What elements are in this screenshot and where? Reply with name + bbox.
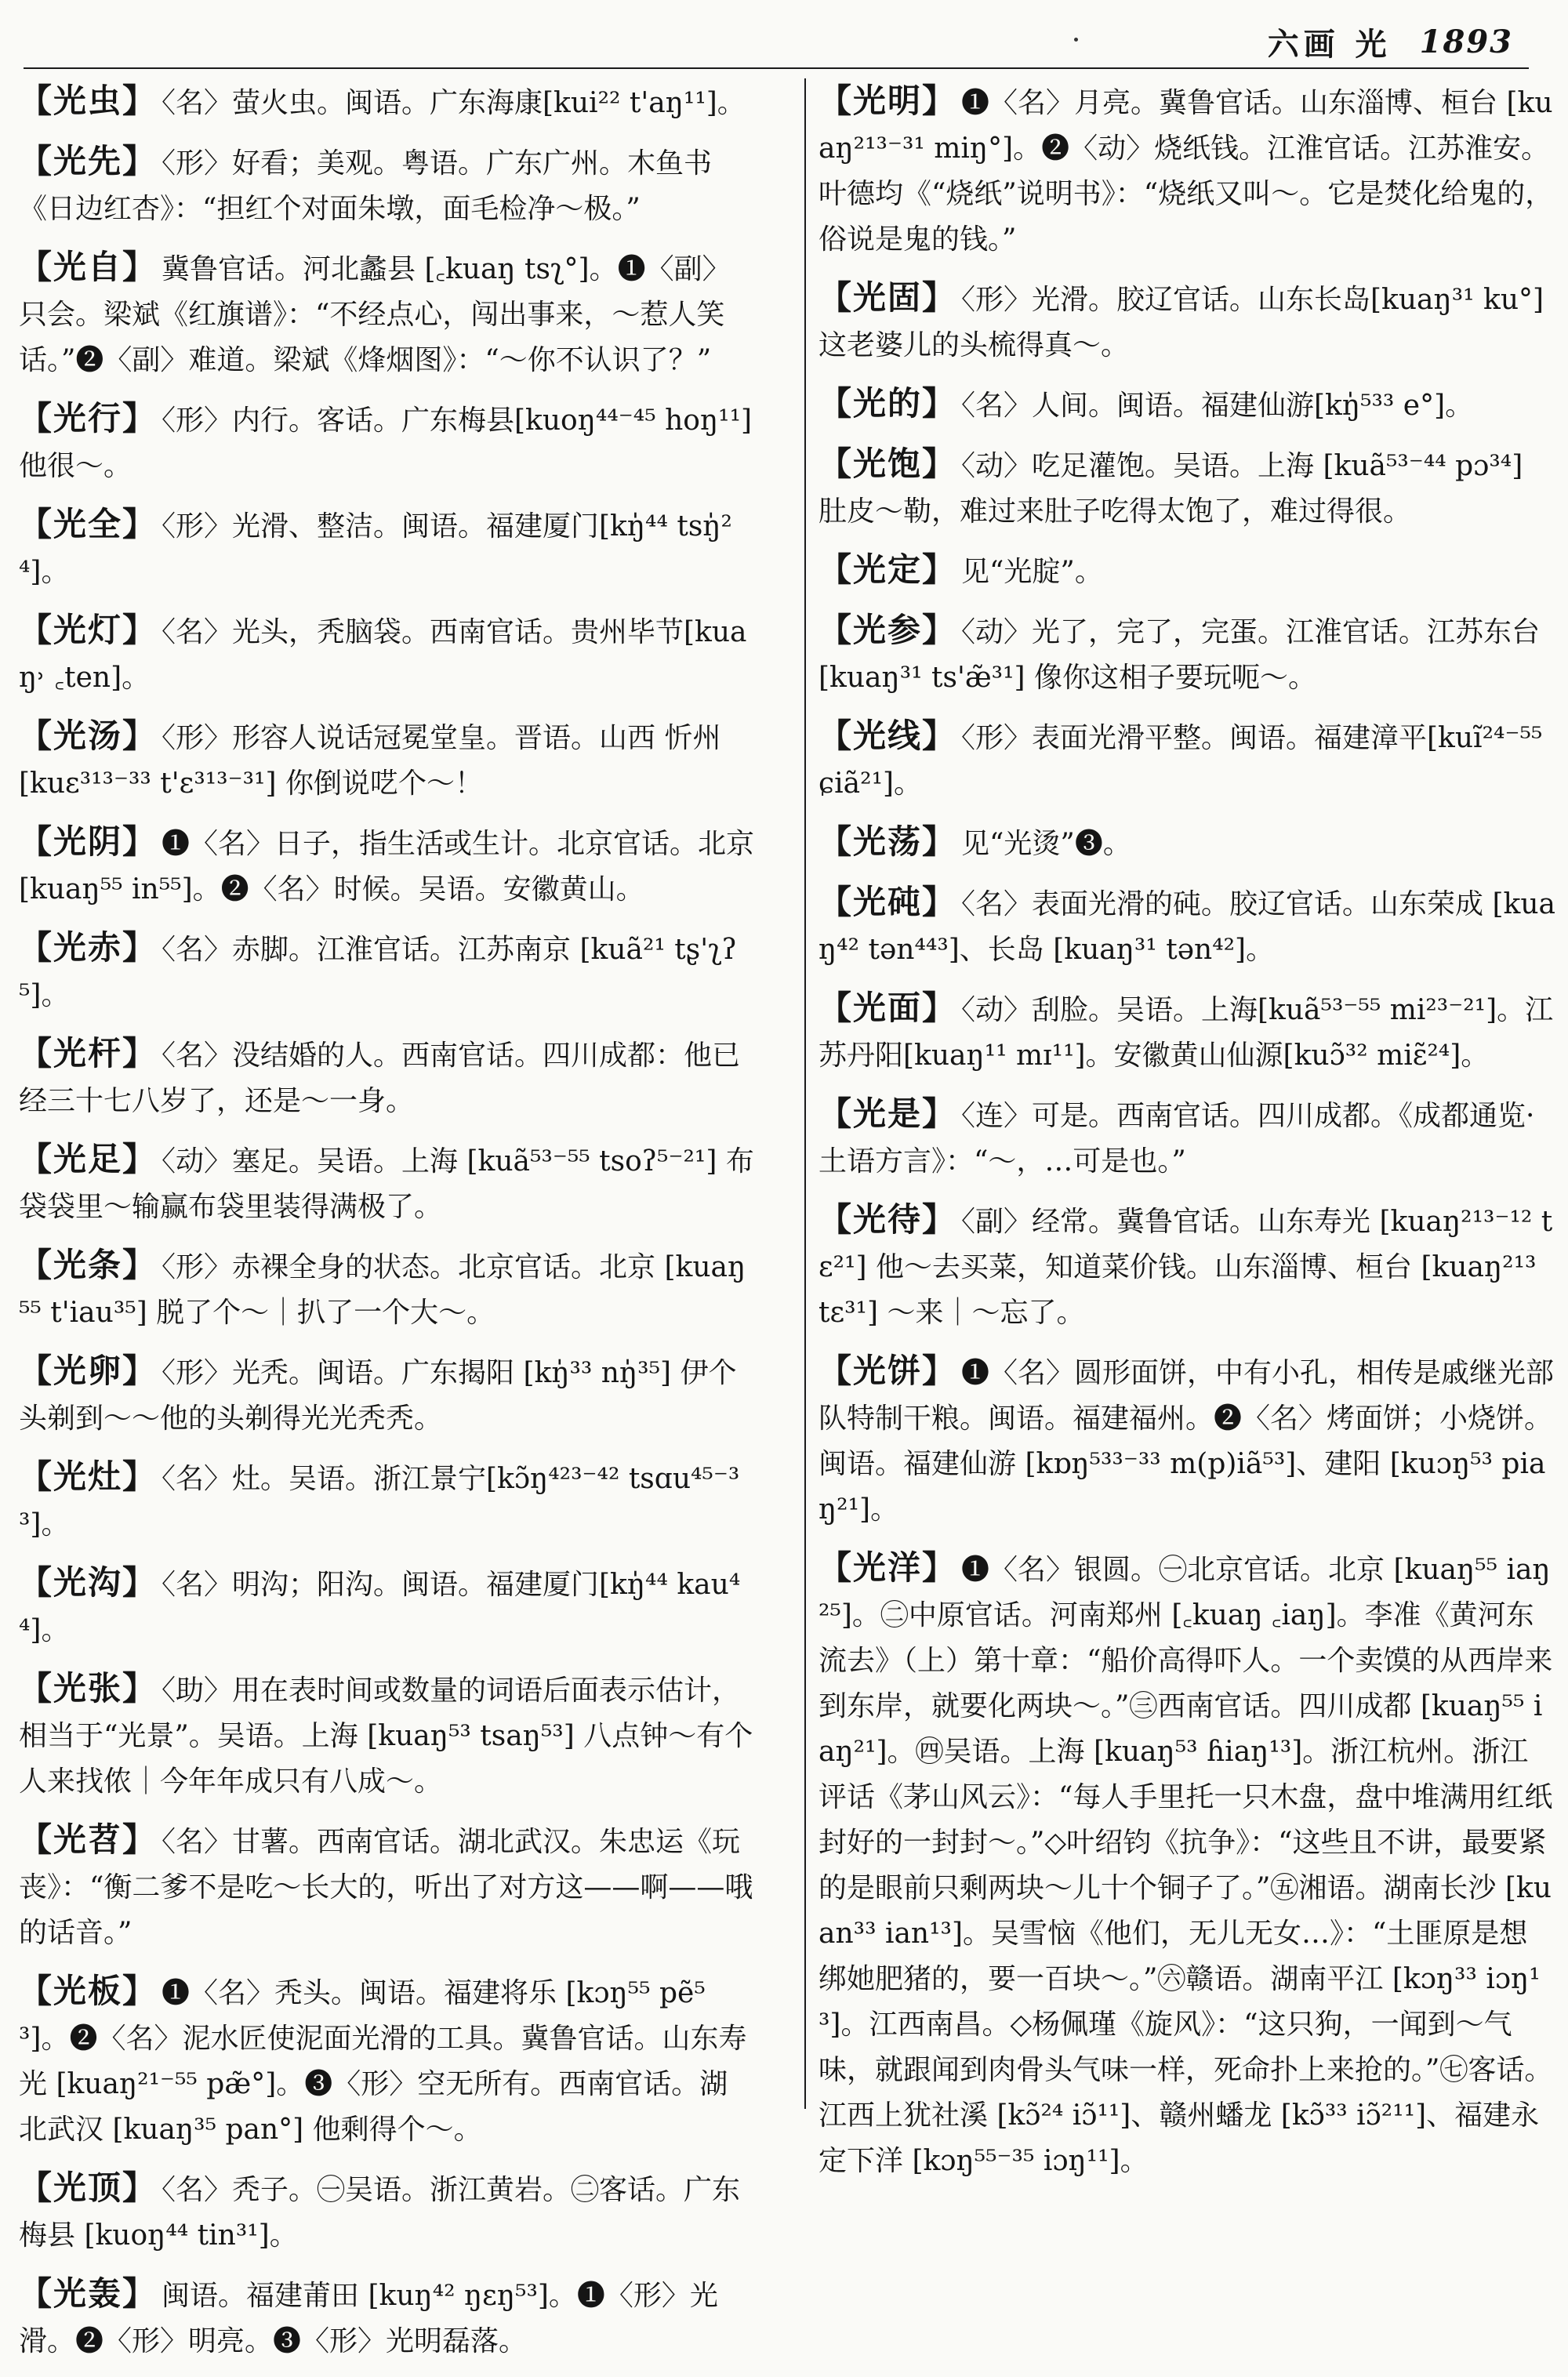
dictionary-entry (19, 78, 756, 126)
dictionary-entry (818, 441, 1555, 535)
dictionary-entry (818, 985, 1555, 1079)
entry-headword: 【光板】 (19, 1972, 158, 2010)
entry-definition: 〈名〉甘薯。西南官话。湖北武汉。朱忠运《玩丧》：“衡二爹不是吃～长大的，听出了对方这——啊——哦的话音。” (19, 1826, 753, 1949)
left-column (19, 78, 756, 2377)
entry-headword: 【光明】 (818, 82, 957, 120)
dictionary-entry (19, 2165, 756, 2259)
dictionary-entry (19, 608, 756, 701)
entry-definition: 见“光烫”❸。 (961, 828, 1131, 860)
entry-headword: 【光全】 (19, 505, 158, 543)
dictionary-entry (19, 245, 756, 383)
right-column (818, 78, 1555, 2197)
dictionary-entry (818, 275, 1555, 368)
page-number: 1893 (1419, 23, 1513, 60)
entry-headword: 【光洋】 (818, 1548, 957, 1587)
dictionary-entry (19, 1666, 756, 1805)
entry-definition: ❶〈名〉秃头。闽语。福建将乐 [kɔŋ⁵⁵ pẽ⁵³]。❷〈名〉泥水匠使泥面光滑的工具。冀鲁官话。山东寿光 [kuaŋ²¹⁻⁵⁵ pæ̃°]。❸〈形〉空无所有。西南官话。湖北武汉 [kuaŋ³⁵ pan°] 他剩得个～。 (19, 1977, 747, 2146)
entry-headword: 【光杆】 (19, 1034, 158, 1072)
entry-headword: 【光荡】 (818, 822, 957, 861)
entry-definition: ❶〈名〉日子，指生活或生计。北京官话。北京 [kuaŋ⁵⁵ in⁵⁵]。❷〈名〉时候。吴语。安徽黄山。 (19, 828, 755, 905)
entry-definition: 冀鲁官话。河北蠡县 [꜀kuaŋ tsʅ°]。❶〈副〉只会。梁斌《红旗谱》：“不经点心，闯出事来，～惹人笑话。”❷〈副〉难道。梁斌《烽烟图》：“～你不认识了？” (19, 253, 731, 376)
dictionary-entry (19, 1969, 756, 2153)
dictionary-entry (19, 1137, 756, 1230)
entry-definition: 〈连〉可是。西南官话。四川成都。《成都通览·土语方言》：“～，…可是也。” (818, 1100, 1535, 1178)
entry-headword: 【光线】 (818, 717, 957, 755)
entry-definition: ❶〈名〉圆形面饼，中有小孔，相传是戚继光部队特制干粮。闽语。福建福州。❷〈名〉烤面饼；小烧饼。闽语。福建仙游 [kɒŋ⁵³³⁻³³ m(p)iã⁵³]、建阳 [kuɔŋ⁵³ piaŋ²¹]。 (818, 1357, 1555, 1526)
dictionary-entry (19, 396, 756, 489)
dictionary-entry (19, 1454, 756, 1548)
running-header (784, 14, 1513, 69)
entry-definition: 〈动〉塞足。吴语。上海 [kuã⁵³⁻⁵⁵ tsoʔ⁵⁻²¹] 布袋袋里～输赢布袋里装得满极了。 (19, 1145, 754, 1223)
entry-headword: 【光汤】 (19, 717, 158, 755)
dictionary-entry (19, 713, 756, 807)
entry-headword: 【光沟】 (19, 1563, 158, 1602)
dictionary-entry (19, 925, 756, 1018)
dictionary-entry (818, 880, 1555, 973)
entry-headword: 【光虫】 (19, 82, 158, 120)
dictionary-entry (818, 819, 1555, 867)
entry-headword: 【光面】 (818, 989, 957, 1027)
entry-headword: 【光定】 (818, 550, 957, 589)
entry-headword: 【光张】 (19, 1669, 158, 1707)
dictionary-entry (818, 608, 1555, 701)
dictionary-entry (19, 819, 756, 913)
entry-definition: 〈形〉内行。客话。广东梅县[kuoŋ⁴⁴⁻⁴⁵ hoŋ¹¹] 他很～。 (19, 405, 753, 482)
header-rule (24, 67, 1529, 69)
dictionary-entry (818, 78, 1555, 263)
entry-headword: 【光饼】 (818, 1352, 957, 1390)
entry-definition: 〈动〉光了，完了，完蛋。江淮官话。江苏东台 [kuaŋ³¹ ts'æ̃³¹] 像你这相子要玩呃～。 (818, 616, 1541, 694)
entry-definition: 〈名〉人间。闽语。福建仙游[kŋ̍⁵³³ e°]。 (961, 390, 1474, 422)
entry-definition: 见“光腚”。 (961, 556, 1103, 588)
entry-headword: 【光固】 (818, 278, 957, 317)
entry-headword: 【光的】 (818, 384, 957, 423)
entry-definition: 〈形〉光滑。胶辽官话。山东长岛[kuaŋ³¹ ku°] 这老婆儿的头梳得真～。 (818, 284, 1544, 361)
dictionary-entry (818, 1348, 1555, 1533)
dictionary-entry (818, 1545, 1555, 2184)
entry-definition: ❶〈名〉月亮。冀鲁官话。山东淄博、桓台 [kuaŋ²¹³⁻³¹ miŋ°]。❷〈动〉烧纸钱。江淮官话。江苏淮安。叶德均《“烧纸”说明书》：“烧纸又叫～。它是焚化给鬼的，俗说是鬼的钱。” (818, 87, 1554, 256)
entry-headword: 【光卵】 (19, 1352, 158, 1390)
dictionary-entry (19, 1817, 756, 1956)
entry-definition: 〈名〉明沟；阳沟。闽语。福建厦门[kŋ̍⁴⁴ kau⁴⁴]。 (19, 1569, 741, 1646)
dictionary-entry (19, 1031, 756, 1124)
section-label: 六画 光 (1267, 25, 1392, 63)
entry-definition: 〈动〉刮脸。吴语。上海[kuã⁵³⁻⁵⁵ mi²³⁻²¹]。江苏丹阳[kuaŋ¹¹ mɪ¹¹]。安徽黄山仙源[kuɔ̃³² miɛ̃²⁴]。 (818, 994, 1554, 1072)
entry-definition: 〈形〉形容人说话冠冕堂皇。晋语。山西 忻州 [kuɛ³¹³⁻³³ t'ɛ³¹³⁻³¹] 你倒说呓个～！ (19, 722, 721, 800)
dictionary-entry (19, 502, 756, 595)
entry-definition: 闽语。福建莆田 [kuŋ⁴² ŋɛŋ⁵³]。❶〈形〉光滑。❷〈形〉明亮。❸〈形〉光明磊落。 (19, 2280, 718, 2357)
entry-definition: 〈助〉用在表时间或数量的词语后面表示估计，相当于“光景”。吴语。上海 [kuaŋ⁵³ tsaŋ⁵³] 八点钟～有个人来找侬｜今年年成只有八成～。 (19, 1675, 753, 1798)
entry-headword: 【光条】 (19, 1246, 158, 1284)
print-dot (1074, 38, 1078, 42)
entry-headword: 【光先】 (19, 142, 158, 180)
entry-headword: 【光顶】 (19, 2168, 158, 2207)
entry-definition: ❶〈名〉银圆。㊀北京官话。北京 [kuaŋ⁵⁵ iaŋ²⁵]。㊁中原官话。河南郑州 [꜀kuaŋ ꜀iaŋ]。李准《黄河东流去》（上）第十章：“船价高得吓人。一个卖馍的从西岸来到东岸，就要化两块～。”㊂西南官话。四川成都 [kuaŋ⁵⁵ iaŋ²¹]。㊃吴语。上海 [kuaŋ⁵³ ɦiaŋ¹³]。浙江杭州。浙江评话《茅山风云》：“每人手里托一只木盘，盘中堆满用红纸封好的一封封～。”◇叶绍钧《抗争》：“这些且不讲，最要紧的是眼前只剩两块～儿十个铜子了。”㊄湘语。湖南长沙 [kuan³³ ian¹³]。吴雪恼《他们，无儿无女…》：“土匪原是想绑她肥猪的，要一百块～。”㊅赣语。湖南平江 [kɔŋ³³ iɔŋ¹³]。江西南昌。◇杨佩瑾《旋风》：“这只狗，一闻到～气味，就跟闻到肉骨头气味一样，死命扑上来抢的。”㊆客话。江西上犹社溪 [kɔ̃²⁴ iɔ̃¹¹]、赣州蟠龙 [kɔ̃³³ iɔ̃²¹¹]、福建永定下洋 [kɔŋ⁵⁵⁻³⁵ iɔŋ¹¹]。 (818, 1554, 1553, 2177)
entry-headword: 【光苕】 (19, 1820, 158, 1859)
entry-definition: 〈名〉表面光滑的砘。胶辽官话。山东荣成 [kuaŋ⁴² tən⁴⁴³]、长岛 [kuaŋ³¹ tən⁴²]。 (818, 888, 1555, 966)
entry-definition: 〈形〉好看；美观。粤语。广东广州。木鱼书《日边红杏》：“担红个对面朱墩，面毛检净～极。” (19, 147, 713, 225)
entry-definition: 〈形〉光滑、整洁。闽语。福建厦门[kŋ̍⁴⁴ tsŋ̍²⁴]。 (19, 510, 732, 588)
dictionary-entry (19, 1348, 756, 1442)
dictionary-entry (818, 1197, 1555, 1336)
entry-definition: 〈形〉光秃。闽语。广东揭阳 [kŋ̍³³ nŋ̍³⁵] 伊个头剃到～～他的头剃得光光秃秃。 (19, 1357, 737, 1435)
dictionary-entry (818, 547, 1555, 595)
entry-definition: 〈形〉赤裸全身的状态。北京官话。北京 [kuaŋ⁵⁵ t'iau³⁵] 脱了个～｜扒了一个大～。 (19, 1251, 746, 1329)
dictionary-entry (19, 1560, 756, 1653)
entry-headword: 【光阴】 (19, 822, 158, 861)
dictionary-entry (19, 1243, 756, 1336)
entry-headword: 【光待】 (818, 1200, 957, 1239)
entry-headword: 【光自】 (19, 248, 158, 286)
entry-definition: 〈副〉经常。冀鲁官话。山东寿光 [kuaŋ²¹³⁻¹² tɛ²¹] 他～去买菜，知道菜价钱。山东淄博、桓台 [kuaŋ²¹³ tɛ³¹] ～来｜～忘了。 (818, 1206, 1553, 1329)
entry-headword: 【光行】 (19, 399, 158, 437)
dictionary-entry (19, 2271, 756, 2364)
dictionary-entry (818, 713, 1555, 807)
dictionary-entry (818, 1091, 1555, 1185)
entry-headword: 【光灯】 (19, 611, 158, 649)
entry-definition: 〈名〉灶。吴语。浙江景宁[kɔ̃ŋ⁴²³⁻⁴² tsɑu⁴⁵⁻³³]。 (19, 1463, 740, 1541)
entry-headword: 【光砘】 (818, 883, 957, 921)
dictionary-entry (19, 139, 756, 232)
entry-headword: 【光饱】 (818, 445, 957, 483)
entry-headword: 【光足】 (19, 1140, 158, 1178)
entry-definition: 〈形〉表面光滑平整。闽语。福建漳平[kuĩ²⁴⁻⁵⁵ ɕiã²¹]。 (818, 722, 1543, 800)
dictionary-entry (818, 381, 1555, 429)
entry-headword: 【光轰】 (19, 2274, 158, 2313)
entry-definition: 〈名〉秃子。㊀吴语。浙江黄岩。㊁客话。广东梅县 [kuoŋ⁴⁴ tin³¹]。 (19, 2174, 741, 2252)
entry-definition: 〈名〉没结婚的人。西南官话。四川成都：他已经三十七八岁了，还是～一身。 (19, 1040, 741, 1117)
entry-headword: 【光是】 (818, 1094, 957, 1133)
entry-headword: 【光赤】 (19, 928, 158, 967)
entry-headword: 【光灶】 (19, 1457, 158, 1496)
entry-definition: 〈名〉赤脚。江淮官话。江苏南京 [kuã²¹ tʂ'ʅʔ⁵]。 (19, 934, 737, 1011)
entry-headword: 【光参】 (818, 611, 957, 649)
entry-definition: 〈名〉光头，秃脑袋。西南官话。贵州毕节[kuaŋ˒ ꜀ten]。 (19, 616, 747, 694)
entry-definition: 〈动〉吃足灌饱。吴语。上海 [kuã⁵³⁻⁴⁴ pɔ³⁴] 肚皮～勒，难过来肚子吃得太饱了，难过得很。 (818, 450, 1523, 528)
entry-definition: 〈名〉萤火虫。闽语。广东海康[kui²² t'aŋ¹¹]。 (162, 87, 746, 119)
column-divider (804, 78, 806, 2109)
